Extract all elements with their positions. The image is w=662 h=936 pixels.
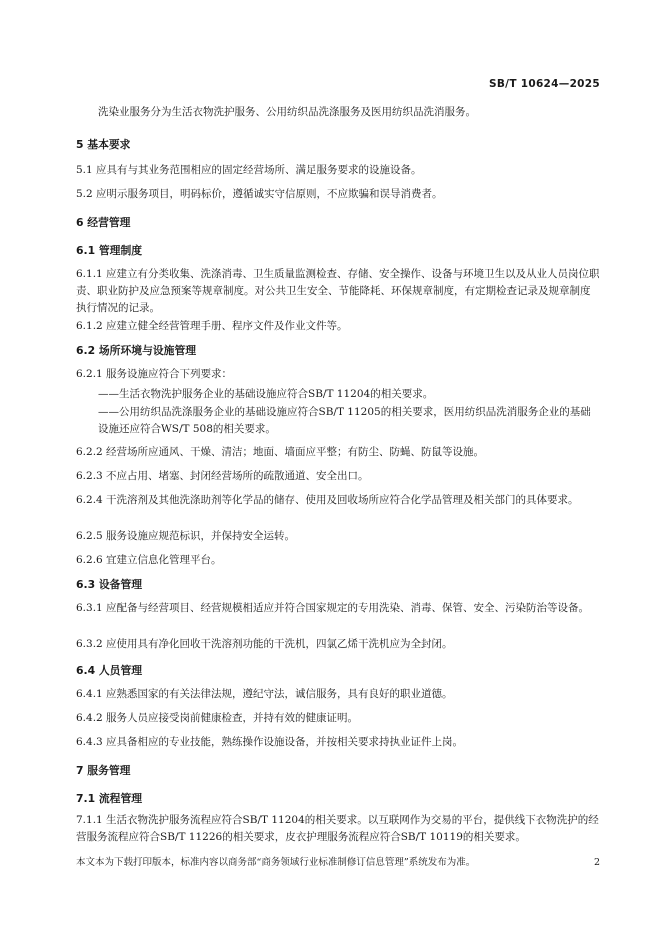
clause-6-2-5: 6.2.5 服务设施应规范标识，并保持安全运转。 <box>76 530 296 542</box>
clause-7-1-1: 7.1.1 生活衣物洗护服务流程应符合SB/T 11204的相关要求。以互联网作为交易的平台，提供线下衣物洗护的经营服务流程应符合SB/T 11226的相关要求，皮衣护理服务流程应符合SB/T 10119的相关要求。 <box>76 814 599 843</box>
standard-code: SB/T 10624—2025 <box>489 78 600 90</box>
clause-6-1-1: 6.1.1 应建立有分类收集、洗涤消毒、卫生质量监测检查、存储、安全操作、设备与环境卫生以及从业人员岗位职责、职业防护及应急预案等规章制度。对公共卫生安全、节能降耗、环保规章制度，有定期检查记录及规章制度执行情况的记录。 <box>76 268 600 314</box>
clause-6-4-1: 6.4.1 应熟悉国家的有关法律法规，遵纪守法，诚信服务，具有良好的职业道德。 <box>76 688 453 700</box>
intro-paragraph: 洗染业服务分为生活衣物洗护服务、公用纺织品洗涤服务及医用纺织品洗消服务。 <box>98 106 476 118</box>
section-6-heading: 6 经营管理 <box>76 216 131 229</box>
section-6-1-heading: 6.1 管理制度 <box>76 244 143 257</box>
clause-6-2-6: 6.2.6 宜建立信息化管理平台。 <box>76 554 222 566</box>
clause-6-4-3: 6.4.3 应具备相应的专业技能，熟练操作设施设备，并按相关要求持执业证件上岗。 <box>76 736 464 748</box>
clause-6-3-2: 6.3.2 应使用具有净化回收干洗溶剂功能的干洗机，四氯乙烯干洗机应为全封闭。 <box>76 638 453 650</box>
clause-6-3-1: 6.3.1 应配备与经营项目、经营规模相适应并符合国家规定的专用洗染、消毒、保管、安全、污染防治等设备。 <box>76 602 590 614</box>
clause-6-4-2: 6.4.2 服务人员应接受岗前健康检查，并持有效的健康证明。 <box>76 712 359 724</box>
clause-6-1-2: 6.1.2 应建立健全经营管理手册、程序文件及作业文件等。 <box>76 320 348 332</box>
section-5-heading: 5 基本要求 <box>76 138 131 151</box>
section-7-1-heading: 7.1 流程管理 <box>76 792 143 805</box>
section-7-heading: 7 服务管理 <box>76 764 131 777</box>
clause-6-2-3: 6.2.3 不应占用、堵塞、封闭经营场所的疏散通道、安全出口。 <box>76 470 369 482</box>
footer-note: 本文本为下载打印版本，标准内容以商务部“商务领域行业标准制修订信息管理”系统发布为准。 <box>76 857 476 868</box>
section-6-2-heading: 6.2 场所环境与设施管理 <box>76 344 197 357</box>
page-number: 2 <box>593 857 600 868</box>
section-6-4-heading: 6.4 人员管理 <box>76 664 143 677</box>
page-footer <box>76 856 600 870</box>
clause-6-2-1: 6.2.1 服务设施应符合下列要求： <box>76 368 233 380</box>
clause-6-2-1-item-b: ——公用纺织品洗涤服务企业的基础设施应符合SB/T 11205的相关要求，医用纺织品洗消服务企业的基础设施还应符合WS/T 508的相关要求。 <box>98 406 591 435</box>
clause-6-2-1-item-a: ——生活衣物洗护服务企业的基础设施应符合SB/T 11204的相关要求。 <box>98 388 434 400</box>
clause-6-2-4: 6.2.4 干洗溶剂及其他洗涤助剂等化学品的储存、使用及回收场所应符合化学品管理及相关部门的具体要求。 <box>76 494 579 506</box>
clause-5-1: 5.1 应具有与其业务范围相应的固定经营场所、满足服务要求的设施设备。 <box>76 164 422 176</box>
clause-5-2: 5.2 应明示服务项目，明码标价，遵循诚实守信原则，不应欺骗和误导消费者。 <box>76 188 443 200</box>
clause-6-2-2: 6.2.2 经营场所应通风、干燥、清洁；地面、墙面应平整；有防尘、防蝇、防鼠等设施。 <box>76 446 485 458</box>
section-6-3-heading: 6.3 设备管理 <box>76 578 143 591</box>
